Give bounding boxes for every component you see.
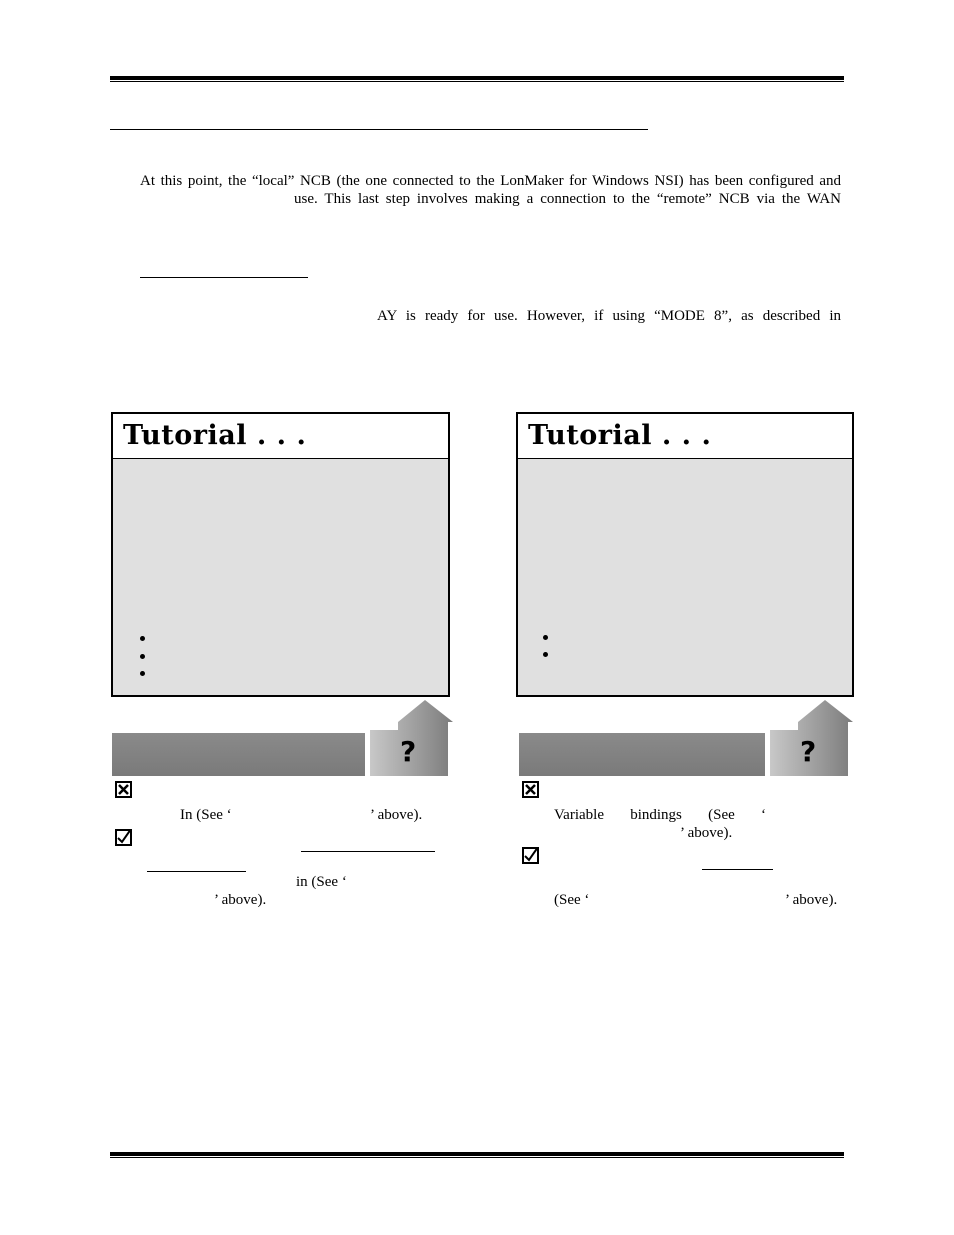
tutorial-title-left: Tutorial . . .: [123, 420, 307, 451]
help-bar-left: [112, 733, 365, 776]
right-item2-end: ’ above).: [785, 892, 838, 908]
tutorial-header-left: [113, 414, 448, 459]
left-item2-underline-2: [147, 871, 246, 872]
tutorial-box-right: [516, 412, 854, 697]
left-item2-end: ’ above).: [214, 892, 267, 908]
right-item2-underline: [702, 869, 773, 870]
tutorial-title-right: Tutorial . . .: [528, 420, 712, 451]
bullet-left-1: [140, 636, 145, 641]
right-item1-text: Variable bindings (See ‘: [554, 807, 767, 823]
x-checkbox-icon-right: [522, 781, 539, 798]
x-checkbox-icon-left: [115, 781, 132, 798]
help-bar-right: [519, 733, 765, 776]
bullet-right-2: [543, 652, 548, 657]
footer-rule-thick: [110, 1152, 844, 1156]
left-item1-end: ’ above).: [370, 807, 423, 823]
paragraph-1-line-2: use. This last step involves making a connection to the “remote” NCB via the WAN: [294, 191, 841, 207]
bullet-left-2: [140, 654, 145, 659]
left-item2-underline-1: [301, 851, 435, 852]
section-heading-underline: [110, 129, 648, 130]
footer-rule-thin: [110, 1157, 844, 1158]
tutorial-header-right: [518, 414, 852, 459]
header-rule-thin: [110, 81, 844, 82]
paragraph-2-line-1: AY is ready for use. However, if using “MODE 8”, as described in: [377, 308, 841, 324]
paragraph-1-line-1: At this point, the “local” NCB (the one connected to the LonMaker for Windows NSI) has been configured and: [140, 173, 841, 189]
subheading-underline: [140, 277, 308, 278]
right-item2-text: (See ‘: [554, 892, 590, 908]
header-rule-thick: [110, 76, 844, 80]
left-item2-text: in (See ‘: [296, 874, 347, 890]
check-checkbox-icon-left: [115, 829, 132, 846]
left-item1-text: In (See ‘: [180, 807, 232, 823]
bullet-left-3: [140, 671, 145, 676]
check-checkbox-icon-right: [522, 847, 539, 864]
question-mark-right: ?: [800, 735, 817, 768]
right-item1-end: ’ above).: [680, 825, 733, 841]
bullet-right-1: [543, 635, 548, 640]
question-mark-left: ?: [400, 735, 417, 768]
tutorial-box-left: [111, 412, 450, 697]
